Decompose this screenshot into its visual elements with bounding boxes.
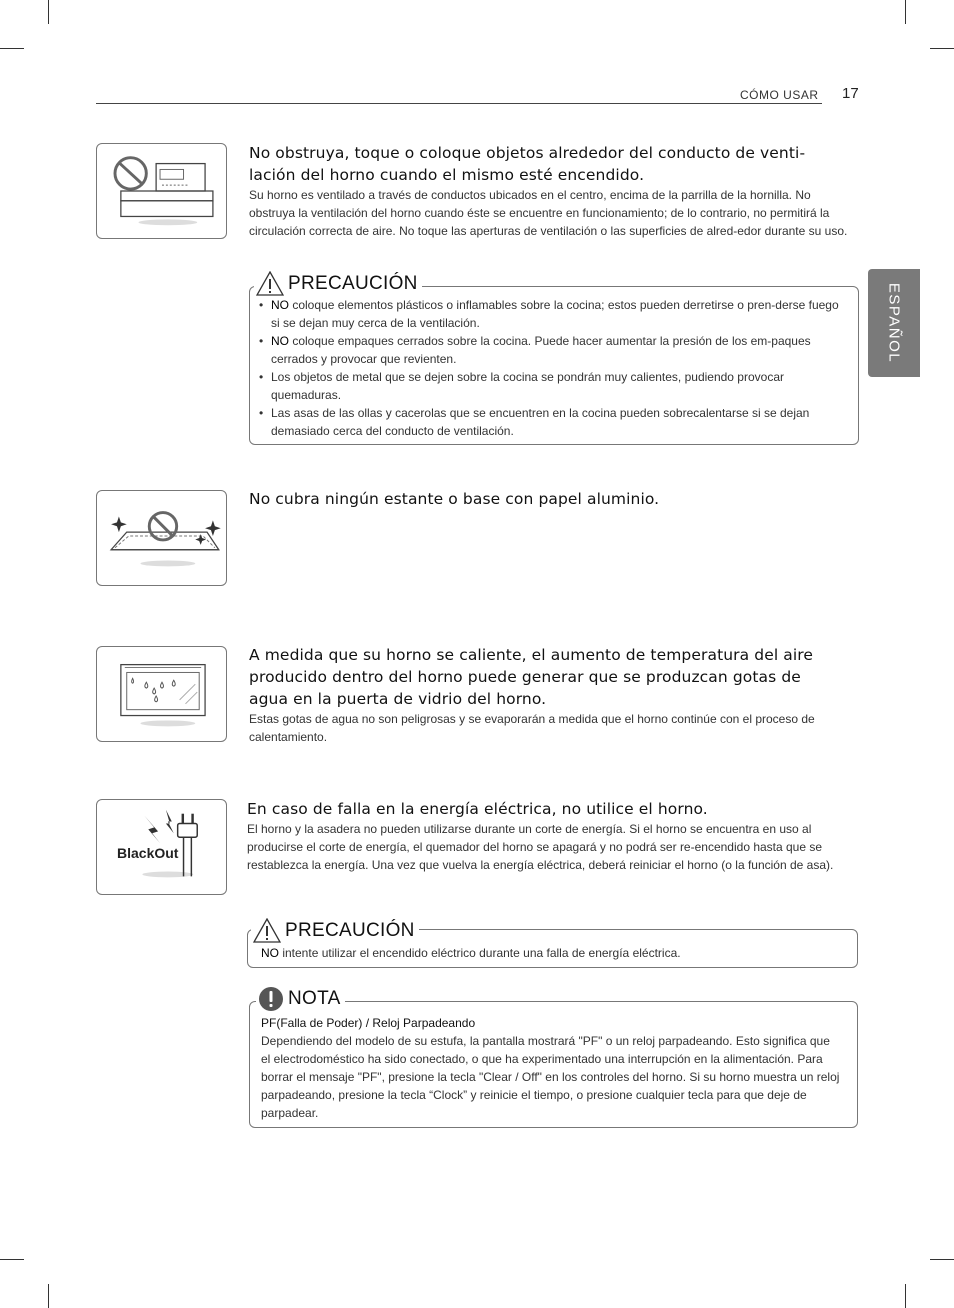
caution-label-text: PRECAUCIÓN bbox=[288, 272, 418, 294]
condensation-illustration bbox=[96, 646, 227, 742]
section-body-blackout: El horno y la asadera no pueden utilizarse durante un corte de energía. Si el horno se encuentra en uso al producirse el corte de energía, el quemador del horno se apagará y no podrá ser re-encendido hasta que se restablezca la energía. Una vez que vuelva la energía eléctrica, deberá reiniciar el horno (o la función de asa). bbox=[247, 822, 834, 872]
title-line: A medida que su horno se caliente, el aumento de temperatura del aire bbox=[249, 646, 814, 664]
caution-label bbox=[251, 918, 419, 943]
note-text: Dependiendo del modelo de su estufa, la pantalla mostrará "PF" o un reloj parpadeando. Esto significa que el electrodoméstico ha sido conectado, o que ha experimentado una interrupción en la alimentación. Para borrar el mensaje "PF", presione la tecla "Clear / Off" en los controles del horno. Si su horno muestra un reloj parpadeando, presione la tecla “Clock” y reinicie el tiempo, o presione cualquier tecla para que deje de parpadear. bbox=[261, 1034, 840, 1120]
foil-illustration bbox=[96, 490, 227, 586]
foil-rack-icon bbox=[97, 491, 226, 585]
vent-stove-icon bbox=[97, 144, 226, 238]
language-tab-label: ESPAÑOL bbox=[885, 282, 903, 364]
oven-door-drops-icon bbox=[97, 647, 226, 741]
warning-triangle-icon bbox=[253, 918, 281, 943]
section-title-foil: No cubra ningún estante o base con papel aluminio. bbox=[249, 490, 660, 508]
crop-mark bbox=[905, 1284, 906, 1308]
caution-item: • Las asas de las ollas y cacerolas que se encuentren en la cocina pueden sobrecalentarse si se dejan demasiado cerca del conducto de ventilación. bbox=[257, 404, 842, 440]
section-body-vent: Su horno es ventilado a través de conductos ubicados en el centro, encima de la parrilla de la hornilla. No obstruya la ventilación del horno cuando éste se encuentre en funcionamiento; de lo contrario, no permitirá la circulación correcta de aire. No toque las aperturas de ventilación o las superficies de alred-edor durante su uso. bbox=[249, 188, 848, 238]
blackout-illustration bbox=[96, 799, 227, 895]
warning-triangle-icon bbox=[256, 271, 284, 296]
caution-list-vent bbox=[257, 296, 842, 440]
header-section-title: CÓMO USAR bbox=[740, 88, 819, 102]
caution-label bbox=[254, 271, 422, 296]
title-line: lación del horno cuando el mismo esté encendido. bbox=[249, 166, 645, 184]
section-body-condensation: Estas gotas de agua no son peligrosas y se evaporarán a medida que el horno continúe con el proceso de calentamiento. bbox=[249, 712, 815, 744]
caution-label-text: PRECAUCIÓN bbox=[285, 919, 415, 941]
vent-obstruction-illustration bbox=[96, 143, 227, 239]
crop-mark bbox=[0, 1259, 24, 1260]
exclamation-circle-icon bbox=[258, 986, 284, 1012]
section-title-vent bbox=[249, 142, 855, 186]
page-number: 17 bbox=[842, 85, 859, 102]
title-line: No obstruya, toque o coloque objetos alrededor del conducto de venti- bbox=[249, 144, 806, 162]
crop-mark bbox=[0, 48, 24, 49]
header-divider bbox=[96, 103, 822, 104]
note-subtitle: PF(Falla de Poder) / Reloj Parpadeando bbox=[261, 1016, 476, 1030]
crop-mark bbox=[930, 48, 954, 49]
note-label bbox=[256, 986, 345, 1012]
caution-item: • Los objetos de metal que se dejen sobre la cocina se pondrán muy calientes, pudiendo provocar quemaduras. bbox=[257, 368, 842, 404]
title-line: producido dentro del horno puede generar que se produzcan gotas de bbox=[249, 668, 801, 686]
crop-mark bbox=[905, 0, 906, 24]
crop-mark bbox=[48, 1284, 49, 1308]
section-title-blackout: En caso de falla en la energía eléctrica, no utilice el horno. bbox=[247, 800, 708, 818]
crop-mark bbox=[930, 1259, 954, 1260]
note-content bbox=[261, 1014, 841, 1122]
caution-item: • NO coloque empaques cerrados sobre la cocina. Puede hacer aumentar la presión de los em-paques cerrados y provocar que revienten. bbox=[257, 332, 842, 368]
title-line: agua en la puerta de vidrio del horno. bbox=[249, 690, 547, 708]
caution-text-blackout: NO intente utilizar el encendido eléctrico durante una falla de energía eléctrica. bbox=[261, 946, 681, 960]
caution-item: • NO coloque elementos plásticos o inflamables sobre la cocina; estos pueden derretirse o pren-derse fuego si se dejan muy cerca de la ventilación. bbox=[257, 296, 842, 332]
blackout-label: BlackOut bbox=[117, 845, 179, 861]
section-title-condensation bbox=[249, 644, 855, 710]
crop-mark bbox=[48, 0, 49, 24]
note-label-text: NOTA bbox=[288, 988, 341, 1009]
language-tab bbox=[868, 269, 920, 377]
